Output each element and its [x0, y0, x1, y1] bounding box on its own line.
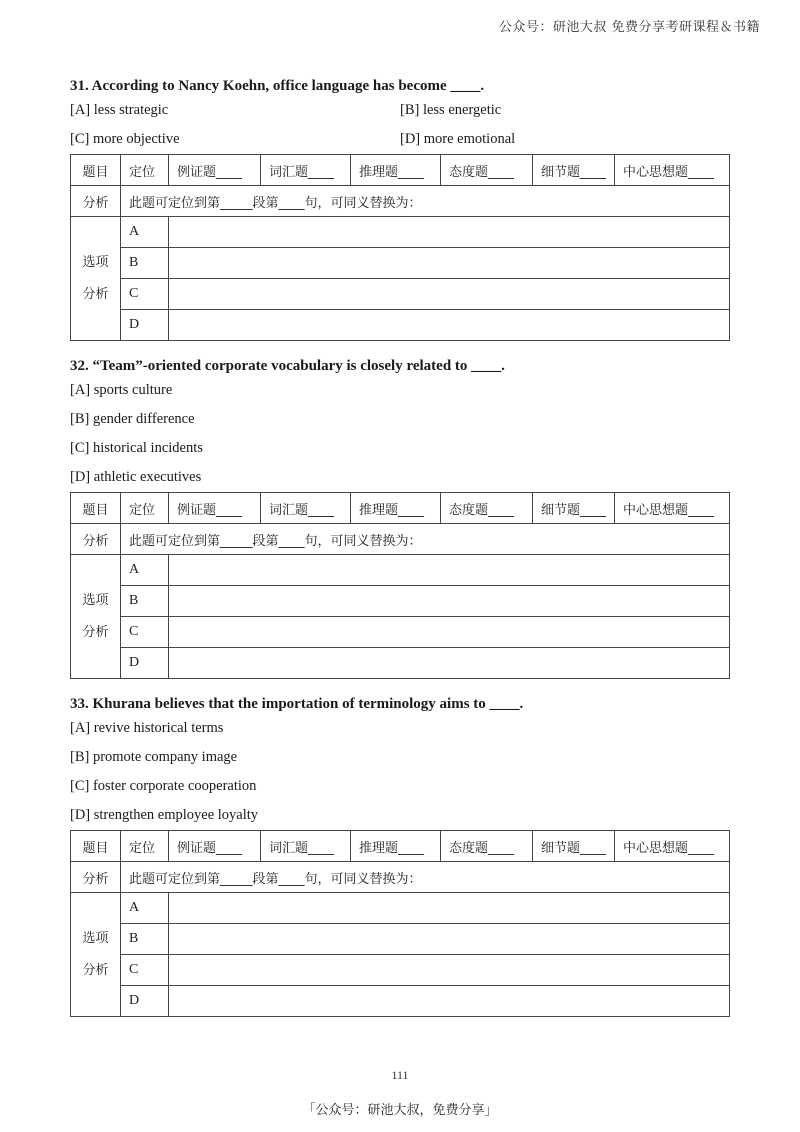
question-title: 32. “Team”-oriented corporate vocabulary is closely related to ____. — [70, 358, 505, 374]
option-row — [70, 96, 730, 125]
answer-cell — [169, 924, 730, 955]
option-c: [C] foster corporate cooperation — [70, 778, 257, 794]
option-letter-c: C — [121, 617, 169, 648]
row-label-top: 题目 — [71, 493, 121, 524]
option-row — [70, 772, 730, 801]
option-letter-c: C — [121, 279, 169, 310]
options-label-top: 选项 — [82, 592, 109, 608]
type-example: 例证题____ — [169, 155, 261, 186]
option-letter-a: A — [121, 217, 169, 248]
type-example: 例证题____ — [169, 493, 261, 524]
option-letter-a: A — [121, 893, 169, 924]
page-number: 111 — [391, 1068, 409, 1082]
option-letter-c: C — [121, 955, 169, 986]
question-33 — [70, 694, 730, 1017]
option-letter-b: B — [121, 924, 169, 955]
option-letter-a: A — [121, 555, 169, 586]
footer-note: 「公众号：研池大叔，免费分享」 — [302, 1103, 498, 1118]
analysis-table — [70, 154, 730, 341]
row-label-bottom: 分析 — [71, 186, 121, 217]
option-c: [C] more objective — [70, 131, 180, 147]
type-main-idea: 中心思想题____ — [615, 493, 730, 524]
option-letter-d: D — [121, 986, 169, 1017]
locate-text: 此题可定位到第_____段第____句，可同义替换为： — [121, 862, 730, 893]
option-b: [B] promote company image — [70, 749, 238, 765]
type-vocabulary: 词汇题____ — [261, 831, 351, 862]
answer-cell — [169, 555, 730, 586]
answer-cell — [169, 248, 730, 279]
answer-cell — [169, 617, 730, 648]
row-label-top: 题目 — [71, 155, 121, 186]
options-analysis-label — [71, 893, 121, 1017]
option-row — [70, 743, 730, 772]
type-inference: 推理题____ — [351, 493, 441, 524]
option-b: [B] gender difference — [70, 411, 195, 427]
row-label-bottom: 分析 — [71, 862, 121, 893]
option-row — [70, 376, 730, 405]
type-vocabulary: 词汇题____ — [261, 493, 351, 524]
options-label-bottom: 分析 — [82, 624, 109, 640]
answer-cell — [169, 893, 730, 924]
option-a: [A] less strategic — [70, 102, 169, 118]
options-label-top: 选项 — [82, 930, 109, 946]
type-inference: 推理题____ — [351, 831, 441, 862]
options-label-top: 选项 — [82, 254, 109, 270]
option-row — [70, 125, 730, 154]
locate-text: 此题可定位到第_____段第____句，可同义替换为： — [121, 186, 730, 217]
option-a: [A] sports culture — [70, 382, 173, 398]
row-label-bottom: 分析 — [71, 524, 121, 555]
option-a: [A] revive historical terms — [70, 720, 224, 736]
option-c: [C] historical incidents — [70, 440, 203, 456]
answer-cell — [169, 217, 730, 248]
type-attitude: 态度题____ — [441, 155, 533, 186]
option-row — [70, 434, 730, 463]
type-detail: 细节题____ — [533, 155, 615, 186]
type-example: 例证题____ — [169, 831, 261, 862]
options-label-bottom: 分析 — [82, 286, 109, 302]
options-label-bottom: 分析 — [82, 962, 109, 978]
question-title: 33. Khurana believes that the importation of terminology aims to ____. — [70, 696, 524, 712]
row-label-top: 题目 — [71, 831, 121, 862]
answer-cell — [169, 648, 730, 679]
type-detail: 细节题____ — [533, 831, 615, 862]
type-main-idea: 中心思想题____ — [615, 155, 730, 186]
option-row — [70, 463, 730, 492]
answer-cell — [169, 586, 730, 617]
type-locate: 定位 — [121, 155, 169, 186]
option-letter-d: D — [121, 310, 169, 341]
analysis-table — [70, 830, 730, 1017]
option-d: [D] more emotional — [400, 131, 516, 147]
locate-text: 此题可定位到第_____段第____句，可同义替换为： — [121, 524, 730, 555]
options-analysis-label — [71, 217, 121, 341]
answer-cell — [169, 955, 730, 986]
option-row — [70, 714, 730, 743]
option-letter-d: D — [121, 648, 169, 679]
header-note: 公众号：研池大叔 免费分享考研课程＆书籍 — [498, 20, 760, 35]
answer-cell — [169, 986, 730, 1017]
type-locate: 定位 — [121, 831, 169, 862]
type-locate: 定位 — [121, 493, 169, 524]
type-attitude: 态度题____ — [441, 831, 533, 862]
type-vocabulary: 词汇题____ — [261, 155, 351, 186]
option-d: [D] athletic executives — [70, 469, 202, 485]
question-31 — [70, 76, 730, 341]
question-32 — [70, 356, 730, 679]
answer-cell — [169, 310, 730, 341]
type-inference: 推理题____ — [351, 155, 441, 186]
answer-cell — [169, 279, 730, 310]
option-letter-b: B — [121, 586, 169, 617]
options-analysis-label — [71, 555, 121, 679]
analysis-table — [70, 492, 730, 679]
question-title: 31. According to Nancy Koehn, office language has become ____. — [70, 78, 485, 94]
type-main-idea: 中心思想题____ — [615, 831, 730, 862]
option-row — [70, 801, 730, 830]
option-row — [70, 405, 730, 434]
option-d: [D] strengthen employee loyalty — [70, 807, 259, 823]
type-detail: 细节题____ — [533, 493, 615, 524]
option-letter-b: B — [121, 248, 169, 279]
option-b: [B] less energetic — [400, 102, 502, 118]
type-attitude: 态度题____ — [441, 493, 533, 524]
